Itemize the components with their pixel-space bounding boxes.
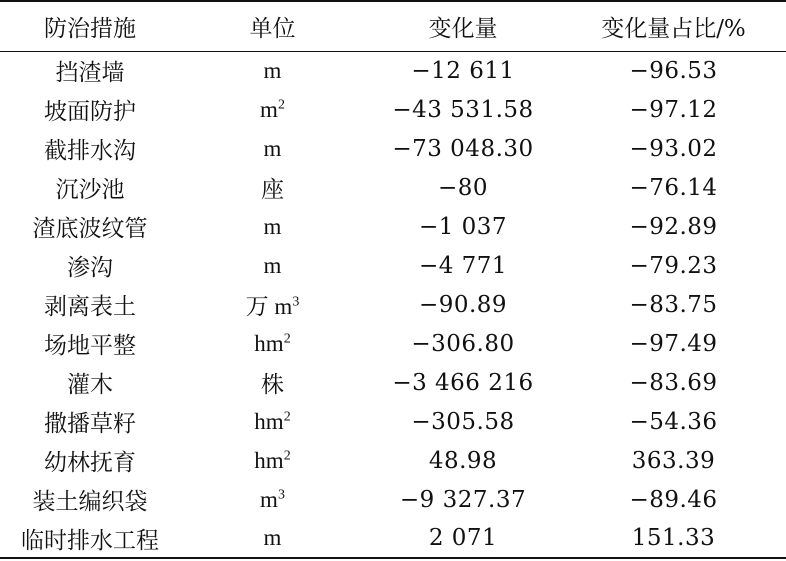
cell-unit (180, 285, 365, 324)
header-change: 变化量 (365, 1, 561, 51)
cell-ratio: −54.36 (629, 408, 718, 435)
cell-ratio: −92.89 (629, 213, 718, 240)
table-row (0, 129, 786, 168)
unit-base: m (263, 252, 282, 278)
unit-base: m (263, 135, 282, 161)
cell-unit (180, 246, 365, 285)
cell-measure: 挡渣墙 (55, 60, 125, 87)
unit-base: 座 (261, 177, 284, 202)
header-row (0, 1, 786, 51)
table-row (0, 285, 786, 324)
cell-measure: 剥离表土 (44, 294, 136, 320)
table-row (0, 168, 786, 207)
cell-ratio: −93.02 (629, 135, 718, 162)
cell-unit (180, 129, 365, 168)
cell-ratio: −89.46 (629, 486, 718, 513)
unit-base: hm (254, 408, 284, 434)
cell-measure: 装土编织袋 (32, 489, 148, 515)
table-row (0, 207, 786, 246)
cell-ratio: −96.53 (629, 57, 718, 84)
cell-change: −1 037 (418, 213, 508, 240)
cell-change: −9 327.37 (399, 486, 527, 513)
cell-unit (180, 402, 365, 441)
unit-base: m (263, 213, 282, 239)
table-row (0, 246, 786, 285)
cell-change: −43 531.58 (392, 96, 534, 123)
cell-change: −4 771 (418, 252, 508, 279)
cell-measure: 幼林抚育 (44, 450, 136, 476)
unit-base: m (263, 525, 282, 550)
unit-base: m (263, 57, 282, 83)
cell-unit (180, 207, 365, 246)
unit-exponent: 2 (283, 408, 291, 424)
cell-unit (180, 441, 365, 480)
unit-exponent: 2 (283, 330, 291, 346)
cell-change: −90.89 (418, 291, 508, 318)
cell-ratio: −83.69 (629, 369, 718, 396)
table-row (0, 363, 786, 402)
cell-measure: 坡面防护 (44, 99, 136, 125)
cell-change: 2 071 (365, 519, 561, 558)
cell-ratio: 151.33 (561, 519, 786, 558)
cell-ratio: 363.39 (631, 447, 716, 474)
unit-base: m (260, 96, 278, 122)
table-row (0, 519, 786, 558)
cell-ratio: −97.49 (629, 330, 718, 357)
cell-change: −306.80 (411, 330, 515, 357)
table-row (0, 402, 786, 441)
unit-exponent: 2 (283, 447, 291, 463)
unit-exponent: 3 (292, 294, 300, 310)
table-row (0, 324, 786, 363)
unit-base: 万 m (245, 294, 293, 319)
header-ratio: 变化量占比/% (561, 1, 786, 51)
cell-change: 48.98 (428, 447, 498, 474)
unit-base: hm (254, 330, 284, 356)
cell-change: −73 048.30 (392, 135, 534, 162)
cell-change: −80 (437, 174, 489, 201)
table-row (0, 90, 786, 129)
unit-base: 株 (261, 372, 284, 397)
table-header (0, 1, 786, 51)
cell-unit (180, 324, 365, 363)
cell-ratio: −79.23 (629, 252, 718, 279)
cell-ratio: −76.14 (629, 174, 718, 201)
cell-ratio: −97.12 (629, 96, 718, 123)
unit-base: m (260, 486, 278, 512)
table-row (0, 480, 786, 519)
header-measure: 防治措施 (0, 1, 180, 51)
table-body (0, 51, 786, 558)
cell-change: −3 466 216 (392, 369, 534, 396)
cell-change: −305.58 (411, 408, 515, 435)
cell-unit (180, 51, 365, 90)
cell-measure: 场地平整 (44, 333, 136, 359)
cell-measure: 临时排水工程 (0, 519, 180, 558)
cell-measure: 渣底波纹管 (32, 216, 148, 242)
cell-measure: 沉沙池 (55, 177, 125, 203)
cell-unit (180, 519, 365, 558)
unit-exponent: 3 (277, 486, 285, 502)
cell-change: −12 611 (411, 57, 515, 84)
cell-measure: 灌木 (67, 372, 113, 398)
cell-measure: 渗沟 (67, 255, 113, 281)
header-unit: 单位 (180, 1, 365, 51)
unit-exponent: 2 (277, 96, 285, 112)
cell-unit (180, 363, 365, 402)
cell-unit (180, 168, 365, 207)
cell-measure: 撒播草籽 (44, 411, 136, 437)
table-row (0, 441, 786, 480)
cell-unit (180, 480, 365, 519)
unit-base: hm (254, 447, 284, 473)
cell-measure: 截排水沟 (44, 138, 136, 164)
table-row (0, 51, 786, 90)
cell-unit (180, 90, 365, 129)
cell-ratio: −83.75 (629, 291, 718, 318)
